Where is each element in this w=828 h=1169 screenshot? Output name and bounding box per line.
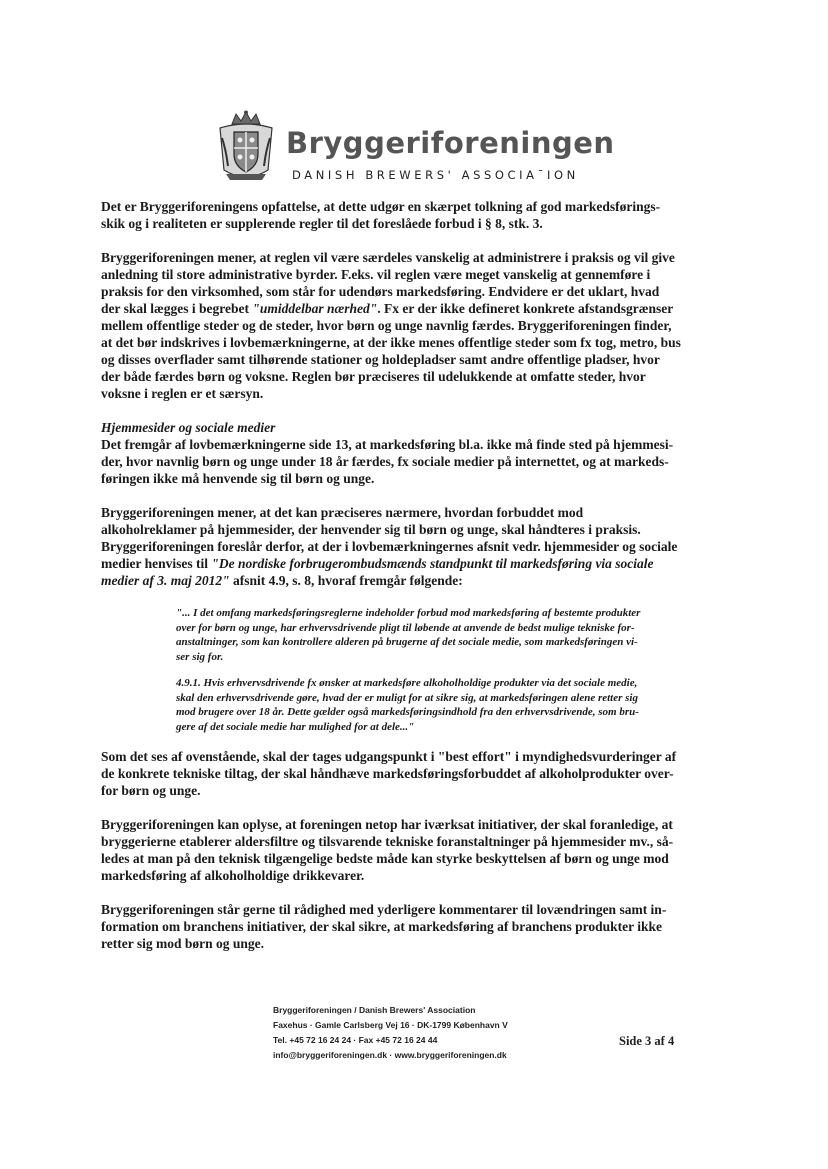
paragraph-text: Bryggeriforeningen mener, at reglen vil være særdeles vanskelig at administrere i praksis og vil give anledning til store administrative byrder. F.eks. vil reglen være meget vanskelig at gennemføre i praksis for den virksomhed, som står for udendørs markedsføring. Endvidere er det uklart, hvad der skal lægges i begrebet	[101, 250, 675, 316]
document-reference: "De nordiske forbrugerombudsmænds standpunkt til markedsføring via sociale medier af 3. maj 2012"	[101, 556, 654, 588]
quote-paragraph: 4.9.1. Hvis erhvervsdrivende fx ønsker at markedsføre alkoholholdige produkter via det sociale medie, skal den erhvervsdrivende gøre, hvad der er muligt for at sikre sig, at markedsføringen alene retter sig mod brugere over 18 år. Dette gælder også markedsføringsindhold fra den erhvervsdrivende, som bru-gere af det sociale medie har mulighed for at dele..."	[176, 677, 639, 733]
paragraph: Det er Bryggeriforeningens opfattelse, at dette udgør en skærpet tolkning af god markedsførings-skik og i realiteten er supplerende regler til det foreslåede forbud i § 8, stk. 3.	[101, 199, 661, 231]
footer-line: Tel. +45 72 16 24 24 · Fax +45 72 16 24 44	[273, 1035, 438, 1045]
paragraph	[101, 504, 681, 589]
crest-logo-icon	[214, 110, 278, 184]
letterhead	[214, 110, 634, 190]
quoted-term: "umiddelbar nærhed"	[252, 301, 378, 316]
paragraph-text: . Fx er der ikke defineret konkrete afstandsgrænser mellem offentlige steder og de steder, hvor børn og unge navnlig færdes. Bryggeriforeningen finder, at det bør indskrives i lovbemærkningerne, at der ikke menes offentlige steder som fx tog, metro, bus og disses overflader samt tilhørende stationer og holdepladser samt andre offentlige pladser, hvor der både færdes børn og voksne. Reglen bør præciseres til udelukkende at omfatte steder, hvor voksne i reglen er et særsyn.	[101, 301, 681, 401]
letter-body	[101, 198, 681, 969]
paragraph: Det fremgår af lovbemærkningerne side 13, at markedsføring bl.a. ikke må finde sted på hjemmesi-der, hvor navnlig børn og unge under 18 år færdes, fx sociale medier på internettet, og at markeds-føringen ikke må henvende sig til børn og unge.	[101, 437, 674, 486]
brand-name: Bryggeriforeningen	[286, 126, 615, 160]
paragraph: Bryggeriforeningen står gerne til rådighed med yderligere kommentarer til lovændringen samt in-formation om branchens initiativer, der skal sikre, at markedsføring af branchens produkter ikke retter sig mod børn og unge.	[101, 902, 667, 951]
footer-line: info@bryggeriforeningen.dk · www.bryggeriforeningen.dk	[273, 1050, 507, 1060]
paragraph-text: afsnit 4.9, s. 8, hvoraf fremgår følgende:	[229, 573, 463, 588]
quote-paragraph: "... I det omfang markedsføringsreglerne indeholder forbud mod markedsføring af bestemte produkter over for børn og unge, har erhvervsdrivende pligt til løbende at anvende de bedst mulige tekniske for-anstaltninger, som kan kontrollere alderen på brugerne af det sociale medie, som markedsføringen vi-ser sig for.	[176, 607, 641, 663]
footer-line: Faxehus · Gamle Carlsberg Vej 16 · DK-1799 København V	[273, 1020, 508, 1030]
section-heading: Hjemmesider og sociale medier	[101, 420, 276, 435]
page-number: Side 3 af 4	[619, 1034, 675, 1048]
paragraph: Bryggeriforeningen kan oplyse, at foreningen netop har iværksat initiativer, der skal foranledige, at bryggerierne etablerer aldersfiltre og tilsvarende tekniske foranstaltninger på hjemmesider mv., så-ledes at man på den teknisk tilgængelige bedste måde kan styrke beskyttelsen af børn og unge mod markedsføring af alkoholholdige drikkevarer.	[101, 817, 674, 883]
paragraph	[101, 249, 681, 402]
footer-address	[273, 1003, 508, 1063]
block-quote	[176, 606, 646, 734]
paragraph-text: Bryggeriforeningen mener, at det kan præciseres nærmere, hvordan forbuddet mod alkoholreklamer på hjemmesider, der henvender sig til børn og unge, skal håndteres i praksis. Bryggeriforeningen foreslår derfor, at der i lovbemærkningernes afsnit vedr. hjemmesider og sociale medier henvises til	[101, 505, 678, 571]
brand-subtitle: DANISH BREWERS' ASSOCIA¯ION	[292, 168, 579, 182]
paragraph: Som det ses af ovenstående, skal der tages udgangspunkt i "best effort" i myndighedsvurderinger af de konkrete tekniske tiltag, der skal håndhæve markedsføringsforbuddet af alkoholprodukter over-for børn og unge.	[101, 749, 677, 798]
footer-line: Bryggeriforeningen / Danish Brewers' Association	[273, 1005, 476, 1015]
